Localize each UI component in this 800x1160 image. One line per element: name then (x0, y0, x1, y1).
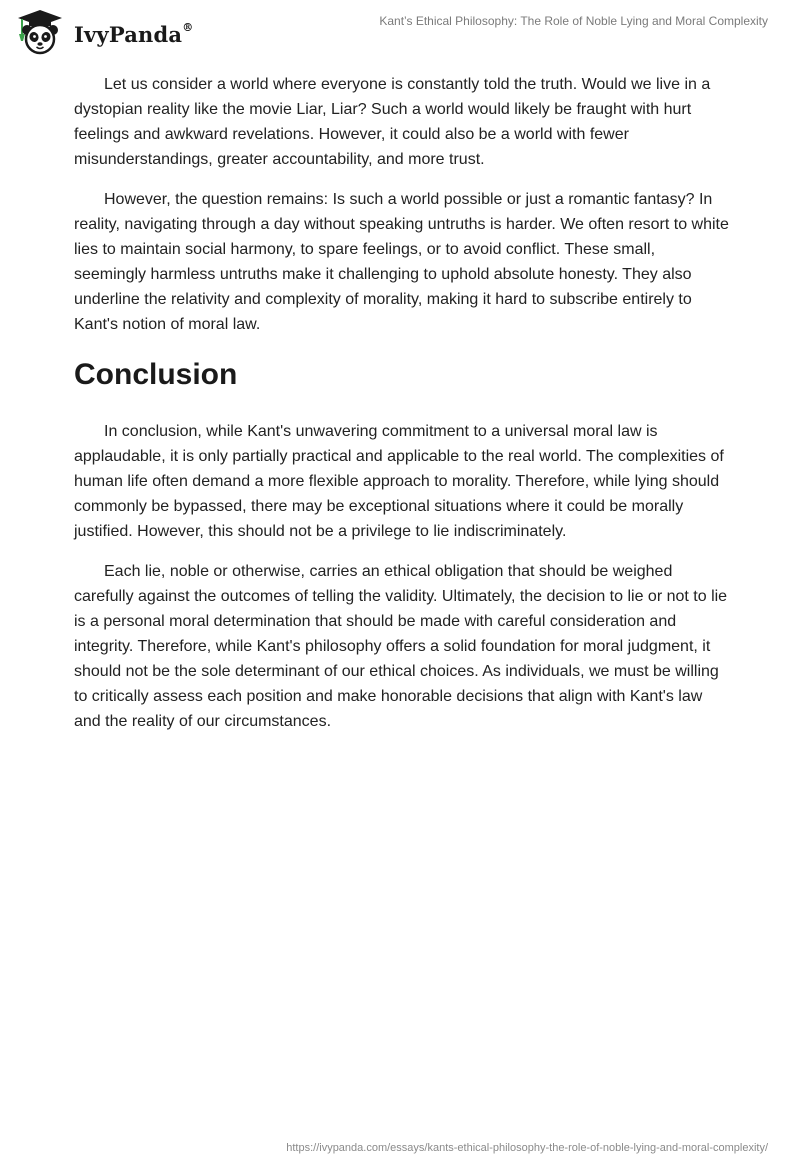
page-header (0, 0, 800, 60)
registered-mark: ® (182, 20, 194, 34)
source-url[interactable]: https://ivypanda.com/essays/kants-ethical-philosophy-the-role-of-noble-lying-and-moral-complexity/ (286, 1142, 768, 1154)
paragraph: Let us consider a world where everyone is constantly told the truth. Would we live in a dystopian reality like the movie Liar, Liar? Such a world would likely be fraught with hurt feelings and awkward revelations. However, it could also be a world with fewer misunderstandings, greater accountability, and more trust. (74, 76, 711, 168)
document-title: Kant’s Ethical Philosophy: The Role of Noble Lying and Moral Complexity (379, 14, 768, 28)
essay-content (74, 72, 730, 749)
brand-name: IvyPanda® (74, 20, 194, 47)
paragraph: In conclusion, while Kant's unwavering commitment to a universal moral law is applaudable, it is only partially practical and applicable to the real world. The complexities of human life often demand a more flexible approach to morality. Therefore, while lying should commonly be bypassed, there may be exceptional situations where it could be morally justified. However, this should not be a privilege to lie indiscriminately. (74, 423, 724, 540)
paragraph: Each lie, noble or otherwise, carries an ethical obligation that should be weighed carefully against the outcomes of telling the validity. Ultimately, the decision to lie or not to lie is a personal moral determination that should be made with careful consideration and integrity. Therefore, while Kant's philosophy offers a solid foundation for moral judgment, it should not be the sole determinant of our ethical choices. As individuals, we must be willing to critically assess each position and make honorable decisions that align with Kant's law and the reality of our circumstances. (74, 563, 728, 730)
panda-graduate-logo-icon (16, 8, 64, 56)
section-heading-conclusion: Conclusion (74, 358, 238, 391)
ivypanda-logo[interactable] (16, 8, 193, 56)
paragraph: However, the question remains: Is such a world possible or just a romantic fantasy? In reality, navigating through a day without speaking untruths is harder. We often resort to white lies to maintain social harmony, to spare feelings, or to avoid conflict. These small, seemingly harmless untruths make it challenging to uphold absolute honesty. They also underline the relativity and complexity of morality, making it hard to subscribe entirely to Kant's notion of moral law. (74, 191, 729, 333)
